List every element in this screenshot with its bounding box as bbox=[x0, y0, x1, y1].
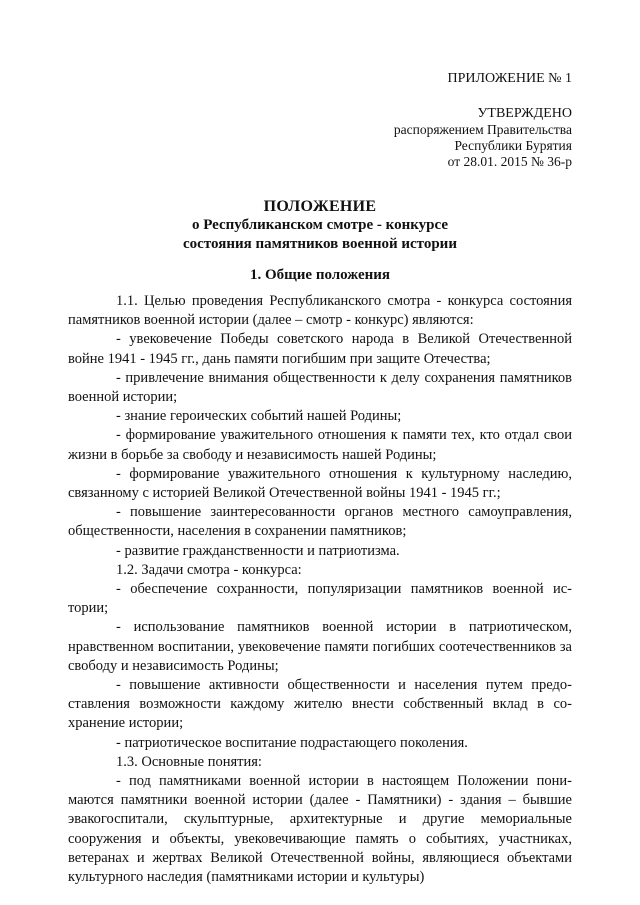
approval-line-republic: Республики Бурятия bbox=[454, 138, 572, 153]
paragraph-1-2-tasks: 1.2. Задачи смотра - конкурса: bbox=[116, 561, 302, 578]
paragraph-item: - знание героических событий нашей Родины; bbox=[116, 408, 402, 425]
document-title bbox=[68, 197, 572, 254]
paragraph-item: - патриотическое воспитание подрастающего поколения. bbox=[116, 734, 468, 751]
paragraph-1-1-goals: 1.1. Целью проведения Республиканского смотра - конкурса состояния памятников военной истории (далее – смотр - конкурс) являются: bbox=[68, 293, 572, 329]
document-body bbox=[68, 292, 572, 887]
paragraph-1-3-concepts: 1.3. Основные понятия: bbox=[116, 753, 262, 770]
paragraph-item: - повышение заинтересованности органов местного самоуправления, общественности, населения в сохранении памятников; bbox=[68, 504, 572, 540]
paragraph-item: - развитие гражданственности и патриотизма. bbox=[116, 542, 400, 559]
approval-line-date-number: от 28.01. 2015 № 36-р bbox=[447, 154, 572, 169]
approval-block bbox=[272, 106, 572, 170]
annex-label: ПРИЛОЖЕНИЕ № 1 bbox=[447, 71, 572, 86]
paragraph-item: - увековечение Победы советского народа в Великой Отечественной войне 1941 - 1945 гг., дань памяти погибшим при защите Отечества; bbox=[68, 331, 572, 367]
section-heading: 1. Общие положения bbox=[249, 267, 391, 283]
paragraph-item: - формирование уважительного отношения к культурному наследию, связанному с историей Великой Отечественной войны 1941 - 1945 гг.; bbox=[68, 465, 572, 502]
document-title-line-3: состояния памятников военной истории bbox=[183, 236, 457, 252]
paragraph-item: - использование памятников военной истории в патриотическом, нравственном воспитании, увековечение памяти погибших соотечественников за свободу и независимость Родины; bbox=[68, 619, 572, 674]
document-title-main: ПОЛОЖЕНИЕ bbox=[263, 198, 377, 215]
approval-heading: УТВЕРЖДЕНО bbox=[477, 106, 572, 121]
approval-line-order: распоряжением Правительства bbox=[393, 122, 572, 137]
paragraph-item: - обеспечение сохранности, популяризации памятников военной истории; bbox=[68, 581, 572, 617]
paragraph-item: - повышение активности общественности и населения путем предоставления возможности каждому жителю внести собственный вклад в сохранение истории; bbox=[68, 677, 572, 732]
paragraph-item: - под памятниками военной истории в настоящем Положении понимаются памятники военной истории (далее - Памятники) - здания – бывшие эвакогоспитали, скульптурные, архитектурные и другие мемориальные сооружения и объекты, увековечивающие память о событиях, участниках, ветеранах и жертвах Великой Отечественной войны, являющиеся объектами культурного наследия (памятниками истории и культуры) bbox=[68, 773, 572, 886]
paragraph-item: - привлечение внимания общественности к делу сохранения памятников военной истории; bbox=[68, 369, 572, 406]
paragraph-item: - формирование уважительного отношения к памяти тех, кто отдал свои жизни в борьбе за свободу и независимость нашей Родины; bbox=[68, 427, 572, 463]
document-title-line-2: о Республиканском смотре - конкурсе bbox=[191, 217, 449, 233]
